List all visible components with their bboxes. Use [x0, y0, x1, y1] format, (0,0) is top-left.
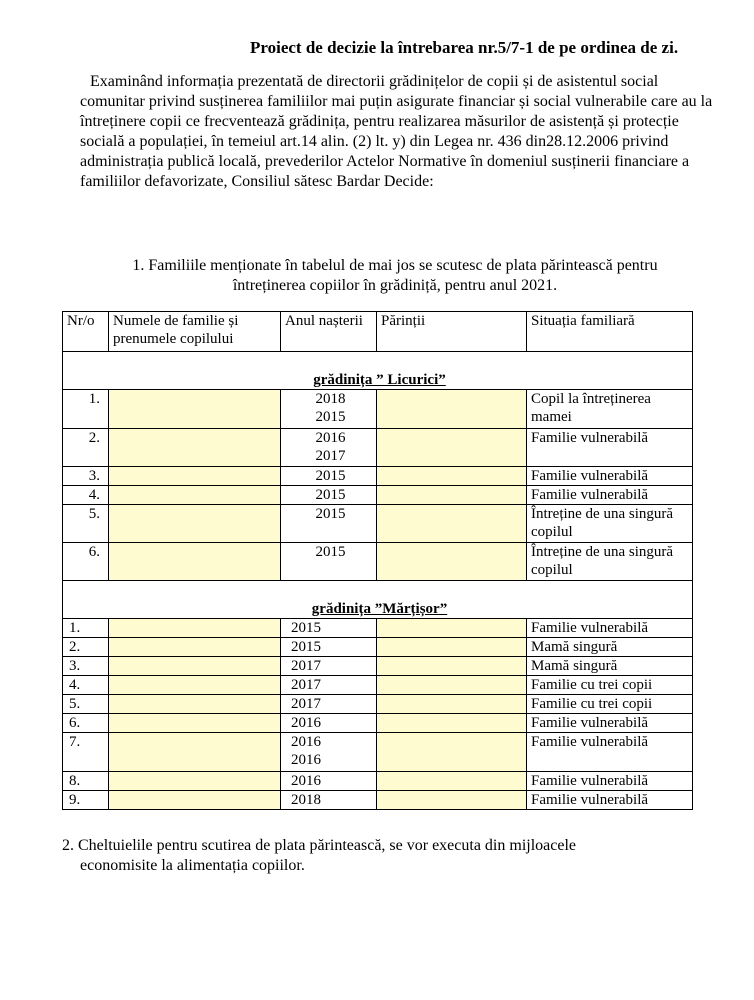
families-table-wrapper: [62, 311, 692, 810]
birth-year: 2016 2017: [281, 429, 377, 467]
table-row: [63, 429, 693, 467]
item-1-text: [70, 256, 720, 296]
row-number: 2.: [63, 638, 109, 657]
families-table: [62, 311, 693, 810]
birth-year: 2016: [281, 772, 377, 791]
family-situation: Familie cu trei copii: [527, 695, 693, 714]
family-situation: Familie vulnerabilă: [527, 772, 693, 791]
birth-year: 2015: [281, 543, 377, 581]
redacted-name-cell: [109, 772, 281, 791]
table-row: [63, 714, 693, 733]
redacted-parents-cell: [377, 791, 527, 810]
table-row: [63, 772, 693, 791]
row-number: 6.: [63, 714, 109, 733]
section-title: [63, 581, 693, 619]
family-situation: Întreține de una singură copilul: [527, 543, 693, 581]
table-row: [63, 619, 693, 638]
table-row: [63, 543, 693, 581]
family-situation: Familie cu trei copii: [527, 676, 693, 695]
redacted-parents-cell: [377, 543, 527, 581]
table-row: [63, 657, 693, 676]
family-situation: Mamă singură: [527, 657, 693, 676]
item-2-text: [62, 836, 702, 876]
table-row: [63, 467, 693, 486]
row-number: 5.: [63, 505, 109, 543]
row-number: 5.: [63, 695, 109, 714]
redacted-name-cell: [109, 695, 281, 714]
table-body: [63, 352, 693, 810]
birth-year: 2016 2016: [281, 733, 377, 772]
table-row: [63, 733, 693, 772]
redacted-parents-cell: [377, 657, 527, 676]
redacted-parents-cell: [377, 714, 527, 733]
redacted-name-cell: [109, 543, 281, 581]
family-situation: Întreține de una singură copilul: [527, 505, 693, 543]
table-header-row: [63, 312, 693, 352]
table-row: [63, 791, 693, 810]
row-number: 8.: [63, 772, 109, 791]
redacted-name-cell: [109, 657, 281, 676]
section-row: [63, 352, 693, 390]
redacted-name-cell: [109, 619, 281, 638]
row-number: 4.: [63, 486, 109, 505]
redacted-parents-cell: [377, 733, 527, 772]
redacted-parents-cell: [377, 638, 527, 657]
item-1-line-2: întreținerea copiilor în grădiniță, pentru anul 2021.: [232, 277, 558, 294]
redacted-parents-cell: [377, 390, 527, 429]
birth-year: 2015: [281, 467, 377, 486]
table-row: [63, 676, 693, 695]
table-row: [63, 695, 693, 714]
family-situation: Familie vulnerabilă: [527, 429, 693, 467]
row-number: 7.: [63, 733, 109, 772]
family-situation: Familie vulnerabilă: [527, 486, 693, 505]
redacted-name-cell: [109, 638, 281, 657]
document-title: Proiect de decizie la întrebarea nr.5/7-1 de pe ordinea de zi.: [250, 38, 679, 57]
birth-year: 2018 2015: [281, 390, 377, 429]
section-title-text: grădinița ” Licurici”: [313, 372, 446, 388]
birth-year: 2015: [281, 638, 377, 657]
section-row: [63, 581, 693, 619]
redacted-name-cell: [109, 714, 281, 733]
redacted-name-cell: [109, 390, 281, 429]
item-2-line-1: 2. Cheltuielile pentru scutirea de plata părintească, se vor executa din mijloacele: [62, 837, 577, 854]
redacted-parents-cell: [377, 772, 527, 791]
redacted-name-cell: [109, 791, 281, 810]
redacted-name-cell: [109, 733, 281, 772]
header-year: Anul nașterii: [281, 312, 377, 352]
section-title: [63, 352, 693, 390]
row-number: 3.: [63, 467, 109, 486]
birth-year: 2018: [281, 791, 377, 810]
header-parents: Părinții: [377, 312, 527, 352]
birth-year: 2017: [281, 657, 377, 676]
row-number: 1.: [63, 390, 109, 429]
table-row: [63, 638, 693, 657]
row-number: 6.: [63, 543, 109, 581]
table-row: [63, 390, 693, 429]
birth-year: 2017: [281, 676, 377, 695]
redacted-name-cell: [109, 505, 281, 543]
birth-year: 2017: [281, 695, 377, 714]
item-1-line-1: 1. Familiile menționate în tabelul de mai jos se scutesc de plata părintească pentru: [132, 257, 658, 274]
redacted-name-cell: [109, 467, 281, 486]
family-situation: Familie vulnerabilă: [527, 733, 693, 772]
row-number: 1.: [63, 619, 109, 638]
family-situation: Copil la întreținerea mamei: [527, 390, 693, 429]
family-situation: Familie vulnerabilă: [527, 467, 693, 486]
family-situation: Familie vulnerabilă: [527, 791, 693, 810]
header-situation: Situația familiară: [527, 312, 693, 352]
section-title-text: grădinița ”Mărțișor”: [311, 601, 448, 617]
redacted-name-cell: [109, 429, 281, 467]
row-number: 2.: [63, 429, 109, 467]
redacted-parents-cell: [377, 467, 527, 486]
redacted-name-cell: [109, 676, 281, 695]
family-situation: Mamă singură: [527, 638, 693, 657]
redacted-parents-cell: [377, 486, 527, 505]
birth-year: 2015: [281, 505, 377, 543]
header-name: Numele de familie și prenumele copilului: [109, 312, 281, 352]
header-nr: Nr/o: [63, 312, 109, 352]
redacted-parents-cell: [377, 676, 527, 695]
redacted-name-cell: [109, 486, 281, 505]
table-row: [63, 505, 693, 543]
row-number: 4.: [63, 676, 109, 695]
redacted-parents-cell: [377, 429, 527, 467]
row-number: 3.: [63, 657, 109, 676]
family-situation: Familie vulnerabilă: [527, 619, 693, 638]
redacted-parents-cell: [377, 695, 527, 714]
birth-year: 2015: [281, 619, 377, 638]
family-situation: Familie vulnerabilă: [527, 714, 693, 733]
birth-year: 2016: [281, 714, 377, 733]
item-2-line-2: economisite la alimentația copiilor.: [80, 857, 305, 874]
intro-paragraph: Examinând informația prezentată de directorii grădinițelor de copii și de asistentul social comunitar privind susținerea familiilor mai puțin asigurate financiar și social vulnerabile care au la întreținere copii ce frecventează grădinița, pentru realizarea măsurilor de asistență și protecție socială a populației, în temeiul art.14 alin. (2) lt. y) din Legea nr. 436 din28.12.2006 privind administrația publică locală, prevederilor Actelor Normative în domeniul susținerii financiare a familiilor defavorizate, Consiliul sătesc Bardar Decide:: [80, 73, 713, 190]
row-number: 9.: [63, 791, 109, 810]
table-row: [63, 486, 693, 505]
redacted-parents-cell: [377, 505, 527, 543]
redacted-parents-cell: [377, 619, 527, 638]
birth-year: 2015: [281, 486, 377, 505]
